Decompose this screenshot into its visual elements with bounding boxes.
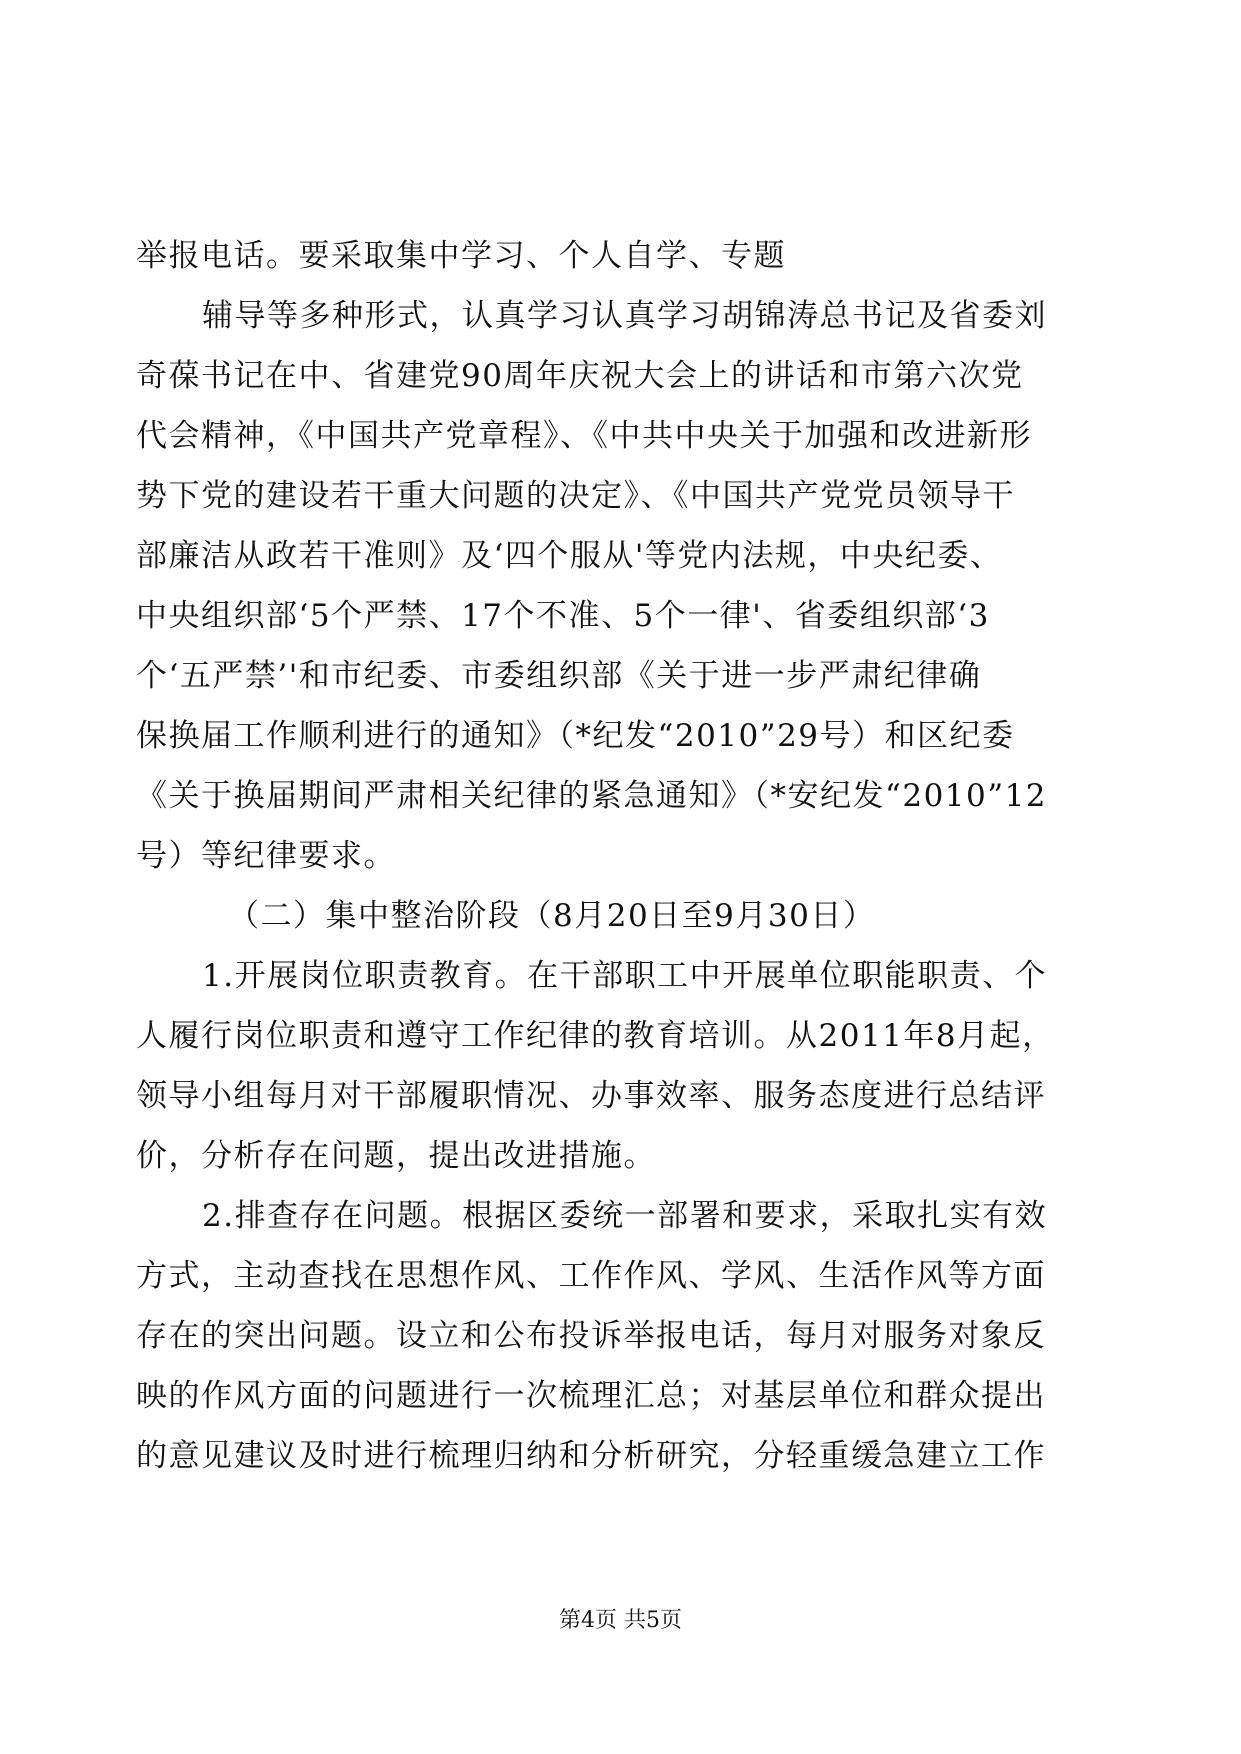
paragraph-start: 2.排查存在问题。根据区委统一部署和要求，采取扎实有效 <box>202 1198 1048 1234</box>
page-number-footer: 第4页 共5页 <box>559 1608 682 1633</box>
text-line: 个‘五严禁’'和市纪委、市委组织部《关于进一步严肃纪律确 <box>136 658 982 694</box>
text-line: 奇葆书记在中、省建党90周年庆祝大会上的讲话和市第六次党 <box>136 358 1024 394</box>
text-line: 映的作风方面的问题进行一次梳理汇总；对基层单位和群众提出 <box>136 1378 1046 1414</box>
section-heading: （二）集中整治阶段（8月20日至9月30日） <box>228 898 876 934</box>
text-line: 号）等纪律要求。 <box>136 838 396 874</box>
text-line: 代会精神，《中国共产党章程》、《中共中央关于加强和改进新形 <box>136 418 1032 454</box>
text-line: 人履行岗位职责和遵守工作纪律的教育培训。从2011年8月起， <box>136 1018 1055 1054</box>
text-line: 存在的突出问题。设立和公布投诉举报电话，每月对服务对象反 <box>136 1318 1046 1354</box>
text-line: 《关于换届期间严肃相关纪律的紧急通知》（*安纪发“2010”12 <box>136 778 1048 814</box>
text-line: 方式，主动查找在思想作风、工作作风、学风、生活作风等方面 <box>136 1258 1046 1294</box>
text-line: 价，分析存在问题，提出改进措施。 <box>136 1138 656 1174</box>
text-line: 保换届工作顺利进行的通知》（*纪发“2010”29号）和区纪委 <box>136 718 1015 754</box>
paragraph-start: 1.开展岗位职责教育。在干部职工中开展单位职能职责、个 <box>202 958 1048 994</box>
text-line: 势下党的建设若干重大问题的决定》、《中国共产党党员领导干 <box>136 478 1015 514</box>
text-line: 举报电话。要采取集中学习、个人自学、专题 <box>136 238 786 274</box>
document-body <box>136 226 1080 1486</box>
paragraph-start: 辅导等多种形式，认真学习认真学习胡锦涛总书记及省委刘 <box>202 298 1047 334</box>
text-line: 领导小组每月对干部履职情况、办事效率、服务态度进行总结评 <box>136 1078 1046 1114</box>
text-line: 的意见建议及时进行梳理归纳和分析研究，分轻重缓急建立工作 <box>136 1438 1046 1474</box>
text-line: 部廉洁从政若干准则》及‘四个服从'等党内法规，中央纪委、 <box>136 538 1003 574</box>
text-line: 中央组织部‘5个严禁、17个不准、5个一律'、省委组织部‘3 <box>136 598 990 634</box>
